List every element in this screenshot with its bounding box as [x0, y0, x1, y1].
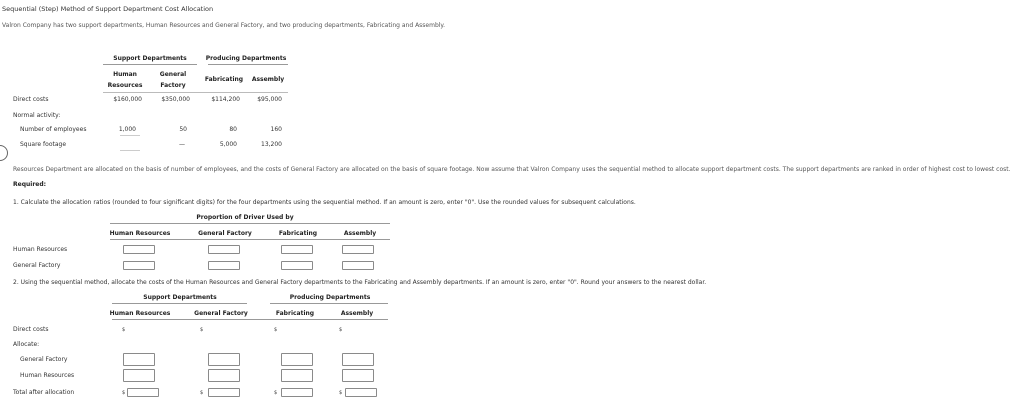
q1-hr-asm-input[interactable] [342, 245, 374, 254]
t1-asm-direct-cost: $95,000 [257, 96, 282, 103]
t1-col-hr-1: Human [113, 71, 137, 78]
left-edge-tab[interactable] [0, 145, 8, 161]
q2-support-underline [112, 303, 247, 304]
q2-total-asm-dollar: $ [339, 390, 343, 396]
q1-col-rule [110, 239, 390, 240]
q2-col-hr: Human Resources [109, 310, 171, 317]
q2-producing-header: Producing Departments [289, 294, 371, 301]
t1-sqft-underline [120, 150, 140, 151]
q2-asm-dollar: $ [339, 327, 343, 333]
q1-hr-gf-input[interactable] [208, 245, 240, 254]
t1-normal-activity-label: Normal activity: [13, 112, 61, 119]
q2-total-fab-input[interactable] [281, 388, 313, 397]
q2-hr-gf-input[interactable] [208, 369, 240, 382]
q2-gf-asm-input[interactable] [342, 353, 374, 366]
t1-producing-underline [208, 64, 288, 65]
q2-total-gf-input[interactable] [208, 388, 240, 397]
q1-row-hr-label: Human Resources [13, 246, 68, 253]
t1-producing-header: Producing Departments [205, 55, 287, 62]
q1-gf-gf-input[interactable] [208, 261, 240, 270]
q2-gf-gf-input[interactable] [208, 353, 240, 366]
allocation-paragraph: Resources Department are allocated on the basis of number of employees, and the costs of General Factory are allocated on the basis of square footage. Now assume that Valron Company uses the sequential method to allocate support department costs. The support departments are ranked in order of highest cost to lowest cost. [13, 166, 1011, 173]
q2-instructions: 2. Using the sequential method, allocate the costs of the Human Resources and General Factory departments to the Fabricating and Assembly departments. If an amount is zero, enter "0". Round your answers to the nearest dollar. [13, 279, 707, 286]
t1-col-hr-2: Resources [107, 82, 143, 89]
q1-col-fab: Fabricating [278, 230, 318, 237]
q1-header-underline [110, 223, 390, 224]
t1-direct-costs-label: Direct costs [13, 96, 49, 103]
t1-gf-employees: 50 [179, 126, 187, 133]
t1-sqft-label: Square footage [20, 141, 67, 148]
t1-employees-label: Number of employees [20, 126, 87, 133]
q1-gf-asm-input[interactable] [342, 261, 374, 270]
t1-header-rule [103, 92, 288, 93]
q2-fab-dollar: $ [274, 327, 278, 333]
q2-col-rule [112, 319, 388, 320]
t1-col-gf-1: General [159, 71, 187, 78]
q2-total-gf-dollar: $ [200, 390, 204, 396]
q2-total-fab-dollar: $ [274, 390, 278, 396]
q2-total-asm-input[interactable] [345, 388, 377, 397]
q2-col-gf: General Factory [194, 310, 248, 317]
t1-fab-direct-cost: $114,200 [211, 96, 240, 103]
q2-hr-asm-input[interactable] [342, 369, 374, 382]
t1-support-underline [103, 64, 197, 65]
t1-fab-employees: 80 [229, 126, 237, 133]
intro-text: Valron Company has two support departments, Human Resources and General Factory, and two producing departments, Fabricating and Assembly. [2, 22, 446, 29]
q1-col-gf: General Factory [198, 230, 252, 237]
t1-fab-sqft: 5,000 [219, 141, 237, 148]
q2-hr-dollar: $ [122, 327, 126, 333]
q2-allocate-label: Allocate: [13, 341, 40, 348]
q2-hr-fab-input[interactable] [281, 369, 313, 382]
q2-producing-underline [270, 303, 388, 304]
q1-hr-fab-input[interactable] [281, 245, 313, 254]
q1-hr-hr-input[interactable] [123, 245, 155, 254]
t1-hr-employees: 1,000 [118, 126, 136, 133]
q1-instructions: 1. Calculate the allocation ratios (rounded to four significant digits) for the four departments using the sequential method. If an amount is zero, enter "0". Use the rounded values for subsequent calculations. [13, 199, 636, 206]
q2-direct-costs-label: Direct costs [13, 326, 49, 333]
q2-gf-row-label: General Factory [20, 356, 68, 363]
q2-total-label: Total after allocation [13, 389, 75, 396]
q2-gf-hr-input[interactable] [123, 353, 155, 366]
t1-asm-sqft: 13,200 [261, 141, 282, 148]
q2-gf-fab-input[interactable] [281, 353, 313, 366]
t1-asm-employees: 160 [270, 126, 282, 133]
q1-row-gf-label: General Factory [13, 262, 61, 269]
q2-total-hr-dollar: $ [122, 390, 126, 396]
t1-hr-underline [120, 135, 140, 136]
q2-hr-hr-input[interactable] [123, 369, 155, 382]
q1-table-header: Proportion of Driver Used by [196, 214, 294, 221]
t1-gf-direct-cost: $350,000 [161, 96, 190, 103]
q2-col-asm: Assembly [340, 310, 374, 317]
t1-col-fab: Fabricating [204, 76, 244, 83]
q2-gf-dollar: $ [200, 327, 204, 333]
q2-support-header: Support Departments [143, 294, 217, 301]
q1-gf-hr-input[interactable] [123, 261, 155, 270]
page-title: Sequential (Step) Method of Support Department Cost Allocation [2, 5, 214, 13]
t1-gf-sqft: — [179, 141, 185, 148]
q1-col-asm: Assembly [343, 230, 377, 237]
t1-hr-direct-cost: $160,000 [113, 96, 142, 103]
t1-col-asm: Assembly [251, 76, 285, 83]
t1-support-header: Support Departments [113, 55, 187, 62]
q2-col-fab: Fabricating [275, 310, 315, 317]
q2-total-hr-input[interactable] [127, 388, 159, 397]
q1-col-hr: Human Resources [109, 230, 171, 237]
q1-gf-fab-input[interactable] [281, 261, 313, 270]
t1-col-gf-2: Factory [160, 82, 186, 89]
q2-hr-row-label: Human Resources [20, 372, 75, 379]
required-heading: Required: [13, 181, 47, 188]
